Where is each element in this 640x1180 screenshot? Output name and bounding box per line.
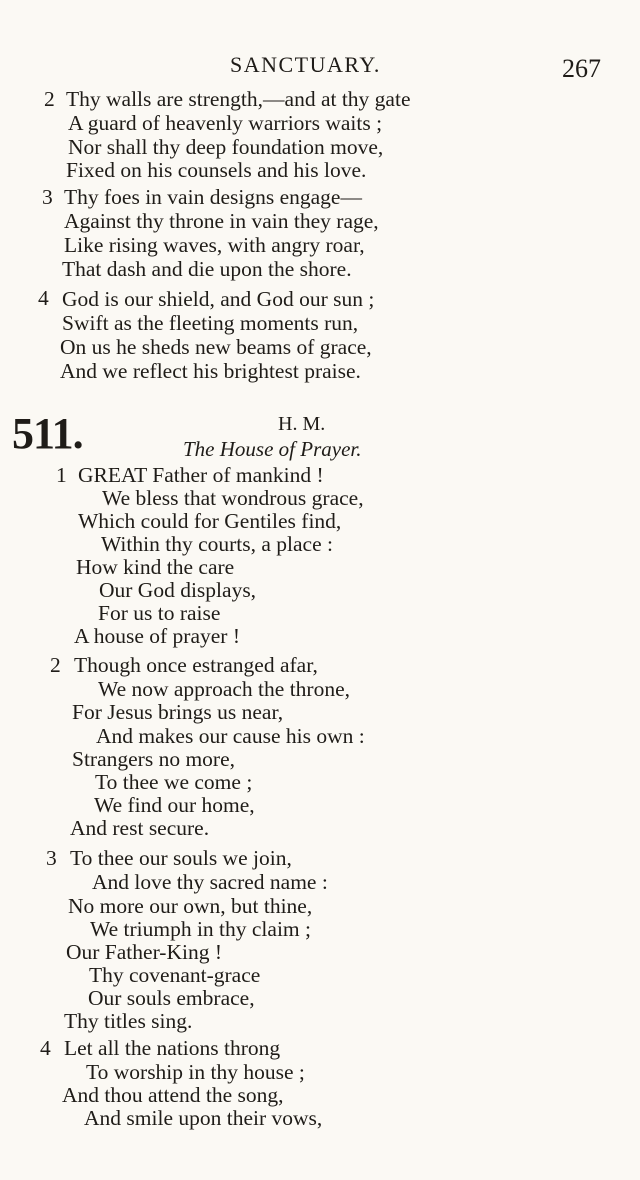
- stanza-number: 1: [56, 463, 67, 487]
- verse-line: A house of prayer !: [74, 624, 240, 648]
- verse-line: Our Father-King !: [66, 940, 223, 964]
- verse-line: And love thy sacred name :: [92, 870, 328, 894]
- verse-line: A guard of heavenly warriors waits ;: [68, 111, 383, 135]
- verse-line: Let all the nations throng: [64, 1036, 281, 1060]
- verse-line: How kind the care: [76, 555, 235, 579]
- stanza-number: 2: [44, 87, 55, 111]
- stanza-number: 3: [42, 185, 53, 209]
- verse-line: And smile upon their vows,: [84, 1106, 323, 1130]
- verse-line: And thou attend the song,: [62, 1083, 284, 1107]
- verse-line: For us to raise: [98, 601, 221, 625]
- verse-line: Fixed on his counsels and his love.: [66, 158, 367, 182]
- hymn-number: 511.: [12, 409, 83, 458]
- verse-line: To thee we come ;: [95, 770, 253, 794]
- hymn-meter: H. M.: [278, 413, 326, 435]
- verse-line: And rest secure.: [70, 816, 210, 840]
- stanza-number: 2: [50, 653, 61, 677]
- verse-line: That dash and die upon the shore.: [62, 257, 352, 281]
- stanza-number: 3: [46, 846, 57, 870]
- verse-line: To thee our souls we join,: [70, 846, 292, 870]
- verse-line: Thy foes in vain designs engage—: [64, 185, 362, 209]
- verse-line: Our God displays,: [99, 578, 257, 602]
- verse-line: We bless that wondrous grace,: [102, 486, 364, 510]
- page-number: 267: [562, 54, 601, 83]
- verse-line: We now approach the throne,: [98, 677, 350, 701]
- verse-line: And we reflect his brightest praise.: [60, 359, 361, 383]
- section-title: SANCTUARY.: [230, 52, 381, 77]
- verse-line: GREAT Father of mankind !: [78, 463, 324, 487]
- verse-line: Swift as the fleeting moments run,: [62, 311, 359, 335]
- verse-line: Strangers no more,: [72, 747, 236, 771]
- stanza-number: 4: [40, 1036, 51, 1060]
- verse-line: Like rising waves, with angry roar,: [64, 233, 365, 257]
- stanza-number: 4: [38, 286, 49, 310]
- verse-line: For Jesus brings us near,: [72, 700, 284, 724]
- verse-line: We find our home,: [94, 793, 255, 817]
- verse-line: Against thy throne in vain they rage,: [64, 209, 379, 233]
- verse-line: Thy walls are strength,—and at thy gate: [66, 87, 411, 111]
- verse-line: God is our shield, and God our sun ;: [62, 287, 375, 311]
- verse-line: On us he sheds new beams of grace,: [60, 335, 372, 359]
- verse-line: Within thy courts, a place :: [101, 532, 333, 556]
- verse-line: No more our own, but thine,: [68, 894, 313, 918]
- verse-line: We triumph in thy claim ;: [90, 917, 311, 941]
- verse-line: And makes our cause his own :: [96, 724, 365, 748]
- hymn-title: The House of Prayer.: [183, 437, 362, 461]
- verse-line: Nor shall thy deep foundation move,: [68, 135, 384, 159]
- verse-line: Which could for Gentiles find,: [78, 509, 342, 533]
- verse-line: Thy covenant-grace: [89, 963, 261, 987]
- verse-line: Thy titles sing.: [64, 1009, 193, 1033]
- verse-line: To worship in thy house ;: [86, 1060, 305, 1084]
- verse-line: Though once estranged afar,: [74, 653, 318, 677]
- verse-line: Our souls embrace,: [88, 986, 255, 1010]
